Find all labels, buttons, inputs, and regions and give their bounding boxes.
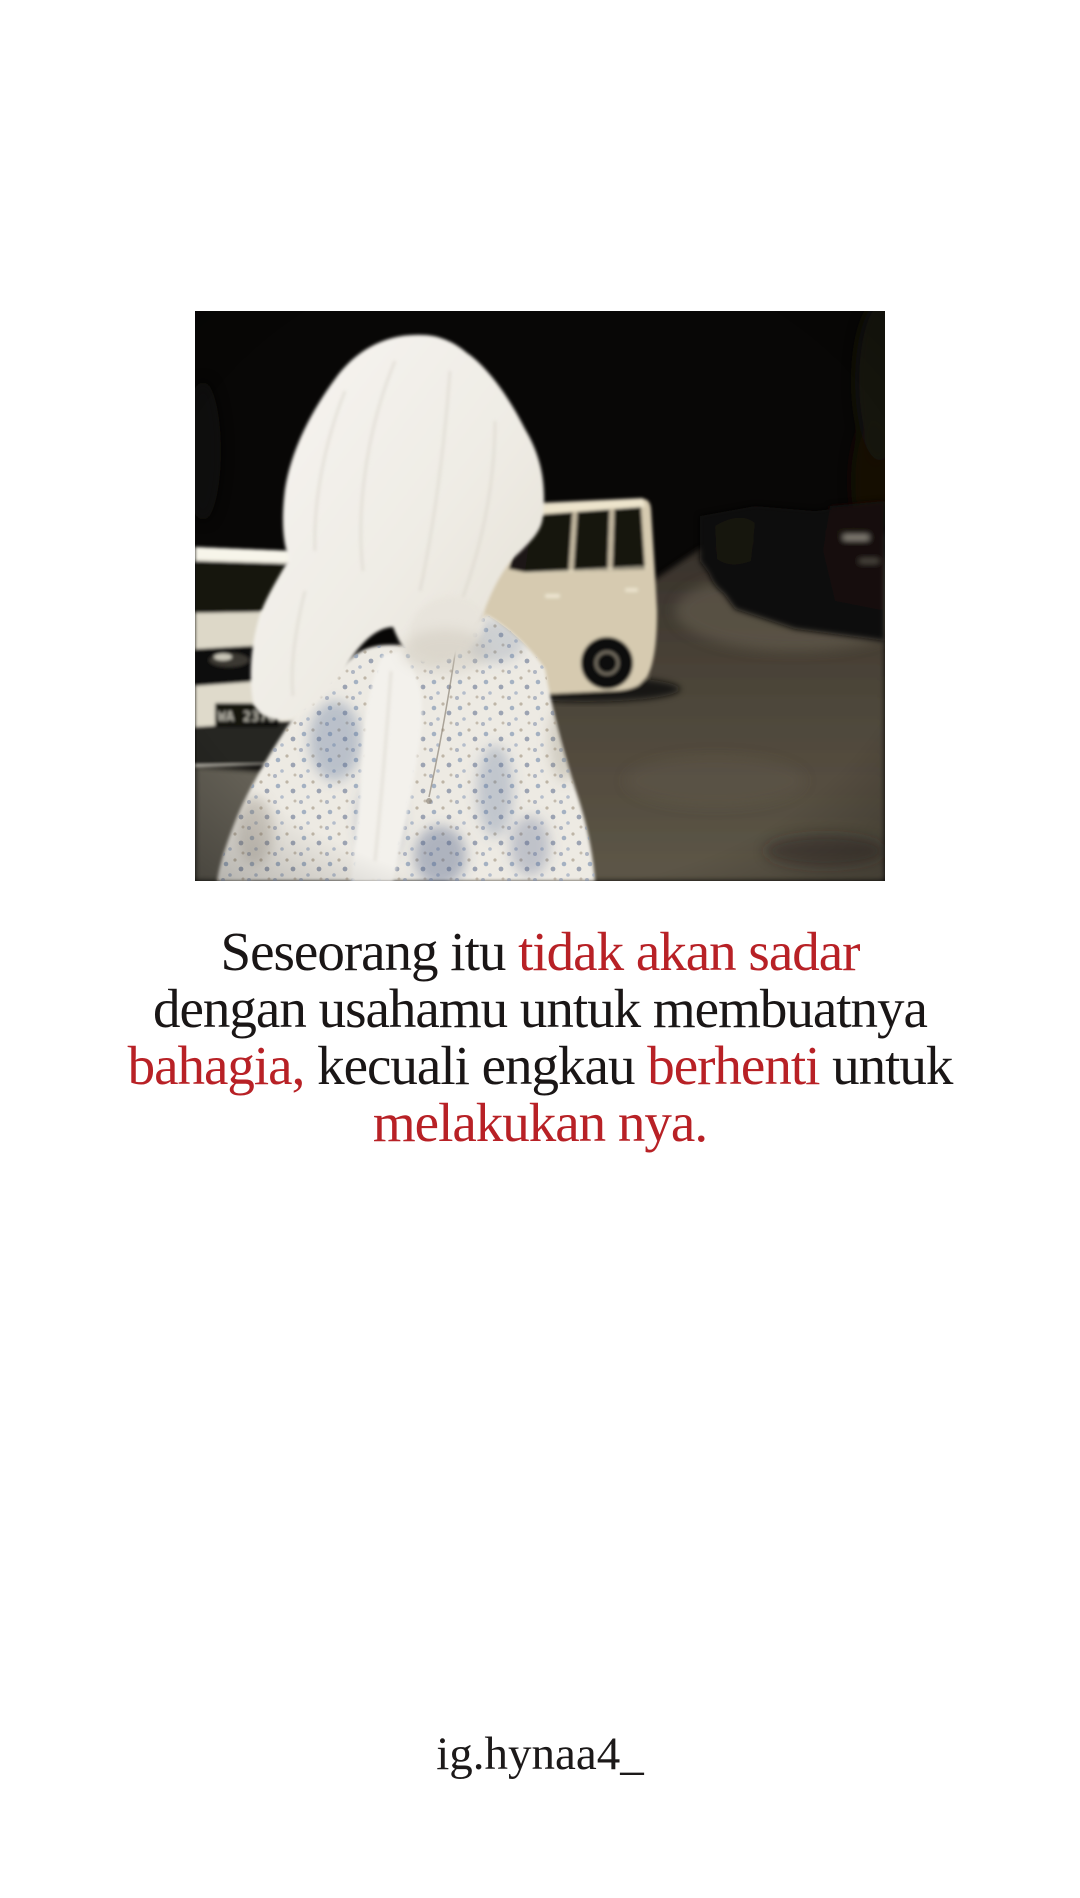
quote-segment-black: dengan usahamu untuk membuatnya	[153, 978, 927, 1039]
quote-segment-red: berhenti	[647, 1035, 820, 1096]
watermark-text: ig.hynaa4_	[436, 1728, 644, 1780]
quote-line	[0, 1037, 1080, 1094]
quote-segment-red: bahagia,	[127, 1035, 305, 1096]
street-photo-svg	[195, 311, 885, 881]
quote-line	[0, 1094, 1080, 1151]
quote-line	[0, 980, 1080, 1037]
vignette-overlay	[195, 311, 885, 881]
quote-segment-red: tidak akan sadar	[518, 921, 860, 982]
quote-block	[0, 923, 1080, 1151]
street-photo	[195, 311, 885, 881]
quote-segment-black: kecuali engkau	[304, 1035, 648, 1096]
quote-segment-black: Seseorang itu	[220, 921, 519, 982]
quote-segment-red: melakukan nya.	[372, 1092, 708, 1153]
watermark	[0, 1728, 1080, 1780]
quote-segment-black: untuk	[819, 1035, 953, 1096]
quote-line	[0, 923, 1080, 980]
